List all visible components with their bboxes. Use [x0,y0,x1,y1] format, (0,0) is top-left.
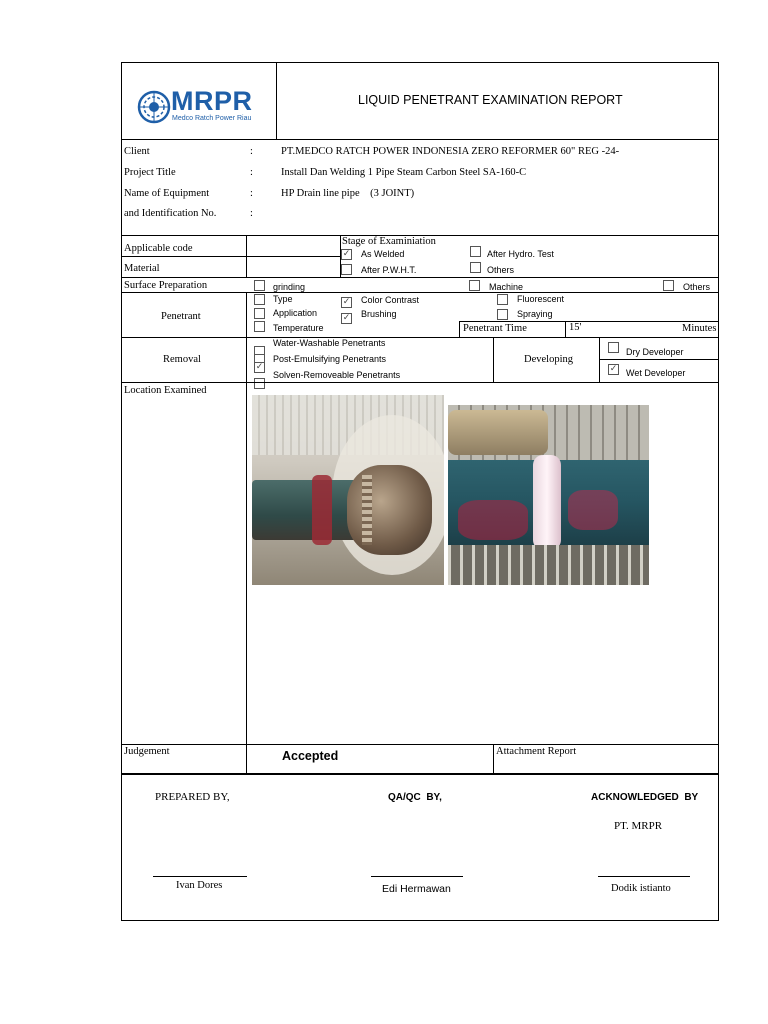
stage-others-label: Others [487,265,515,275]
wet-developer-label: Wet Developer [626,368,686,378]
client-colon: : [250,146,253,157]
project-colon: : [250,167,253,178]
surface-preparation-label: Surface Preparation [124,280,208,291]
client-value: PT.MEDCO RATCH POWER INDONESIA ZERO REFORMER 60" REG -24- [281,146,620,157]
after-hydro-checkbox[interactable] [470,246,481,257]
application-checkbox[interactable] [254,308,265,319]
identification-colon: : [250,208,253,219]
water-washable-label: Water-Washable Penetrants [273,338,386,348]
prepared-by-label: PREPARED BY, [155,791,230,803]
grid-line [121,277,719,278]
company-logo [137,86,272,128]
application-label: Application [273,308,318,318]
client-label: Client [124,146,150,157]
grid-line [121,382,719,383]
grid-line [121,337,719,338]
surface-others-checkbox[interactable] [663,280,674,291]
identification-label: and Identification No. [124,208,217,219]
header-bottom-line [121,139,719,140]
applicable-code-label: Applicable code [124,243,193,254]
grid-line [493,337,494,382]
post-emulsifying-label: Post-Emulsifying Penetrants [273,354,387,364]
prepared-signature-line [153,876,247,877]
extra-removal-checkbox[interactable] [254,378,265,389]
checkmark-icon: ✓ [342,297,351,307]
prepared-name: Ivan Dores [176,880,223,891]
mrpr-logo-icon [137,90,171,124]
machine-label: Machine [489,282,524,292]
location-examined-label: Location Examined [124,385,207,396]
color-contrast-label: Color Contrast [361,295,420,305]
header-divider [276,62,277,139]
penetrant-label: Penetrant [161,311,201,322]
spraying-label: Spraying [517,309,553,319]
penetrant-time-value: 15' [569,322,582,333]
surface-others-label: Others [683,282,711,292]
developing-label: Developing [524,354,573,365]
after-pwht-label: After P.W.H.T. [361,265,417,275]
type-label: Type [273,294,293,304]
acknowledged-signature-line [598,876,690,877]
equipment-colon: : [250,188,253,199]
grid-line [565,321,566,337]
checkmark-icon: ✓ [342,249,351,259]
minutes-label: Minutes [682,323,717,334]
as-welded-checkbox[interactable] [341,249,352,260]
weld-photo-2 [448,405,649,585]
after-pwht-checkbox[interactable] [341,264,352,275]
stage-label: Stage of Examiniation [342,236,436,247]
logo-subtitle: Medco Ratch Power Riau [172,115,252,122]
as-welded-label: As Welded [361,249,405,259]
stage-others-checkbox[interactable] [470,262,481,273]
grinding-label: grinding [273,282,306,292]
weld-photo-1 [252,395,444,585]
grid-line [121,292,719,293]
attachment-report-label: Attachment Report [496,746,577,757]
project-value: Install Dan Welding 1 Pipe Steam Carbon Steel SA-160-C [281,167,527,178]
grid-line [493,744,494,773]
after-hydro-label: After Hydro. Test [487,249,554,259]
spraying-checkbox[interactable] [497,309,508,320]
judgement-value: Accepted [282,749,339,763]
qaqc-name: Edi Hermawan [382,883,451,895]
brushing-label: Brushing [361,309,397,319]
dry-developer-label: Dry Developer [626,347,684,357]
acknowledged-name: Dodik istianto [611,883,671,894]
color-contrast-checkbox[interactable] [341,297,352,308]
grid-line [460,321,719,322]
grid-line [459,321,460,337]
project-label: Project Title [124,167,176,178]
checkmark-icon: ✓ [609,364,618,374]
report-title: LIQUID PENETRANT EXAMINATION REPORT [358,93,623,107]
dry-developer-checkbox[interactable] [608,342,619,353]
logo-text: MRPR [171,86,253,116]
qaqc-by-label: QA/QC BY, [388,792,442,803]
checkmark-icon: ✓ [255,362,264,372]
wet-developer-checkbox[interactable] [608,364,619,375]
grid-line [246,382,247,773]
fluorescent-label: Fluorescent [517,294,565,304]
solvent-removable-label: Solven-Removeable Penetrants [273,370,401,380]
removal-label: Removal [163,354,201,365]
brushing-checkbox[interactable] [341,313,352,324]
qaqc-signature-line [371,876,463,877]
temperature-checkbox[interactable] [254,321,265,332]
machine-checkbox[interactable] [469,280,480,291]
grid-line [121,773,719,775]
material-label: Material [124,263,160,274]
penetrant-time-label: Penetrant Time [463,323,527,334]
temperature-label: Temperature [273,323,324,333]
acknowledged-by-label: ACKNOWLEDGED BY [591,792,699,803]
type-checkbox[interactable] [254,294,265,305]
judgement-label: Judgement [124,746,170,757]
grinding-checkbox[interactable] [254,280,265,291]
solvent-removable-checkbox[interactable] [254,362,265,373]
grid-line [121,256,340,257]
fluorescent-checkbox[interactable] [497,294,508,305]
checkmark-icon: ✓ [342,313,351,323]
equipment-label: Name of Equipment [124,188,210,199]
equipment-value: HP Drain line pipe (3 JOINT) [281,188,415,199]
grid-line [599,359,719,360]
grid-line [121,744,719,745]
acknowledged-company: PT. MRPR [614,820,663,832]
